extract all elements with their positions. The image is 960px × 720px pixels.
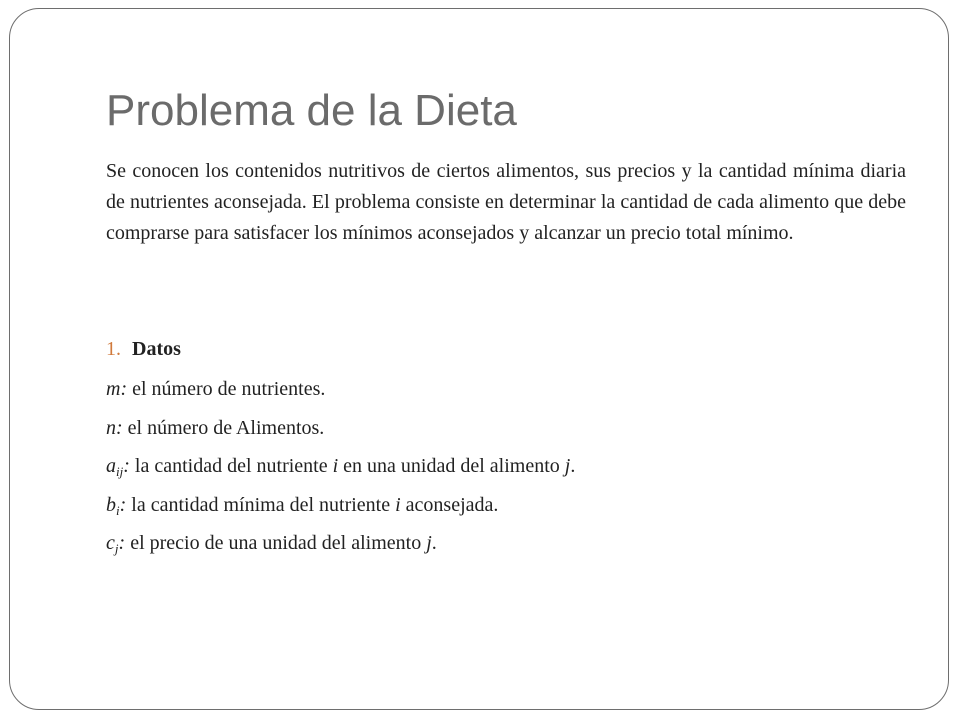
- definition-symbol: n: [106, 416, 116, 439]
- definition-symbol: b: [106, 493, 116, 516]
- definition-symbol: m: [106, 378, 121, 400]
- section-heading: [106, 334, 181, 365]
- slide-title: Problema de la Dieta: [106, 86, 517, 135]
- definition-separator: :: [116, 416, 123, 439]
- definition-separator: :: [123, 455, 130, 477]
- definition-subscript: ij: [116, 464, 124, 479]
- definition-variable: i: [332, 455, 339, 477]
- definition-text-2: en una unidad del alimento: [338, 455, 565, 477]
- definition-text: el número de Alimentos.: [122, 416, 325, 439]
- section-label: Datos: [132, 338, 181, 360]
- definition-subscript: i: [116, 502, 120, 518]
- definition-separator: :: [120, 378, 128, 400]
- definition-separator: :: [119, 493, 127, 516]
- definition-text: la cantidad mínima del nutriente: [126, 493, 396, 516]
- definition-subscript: j: [114, 541, 119, 556]
- definition-variable-2: j: [564, 455, 571, 477]
- definition-text: el precio de una unidad del alimento: [125, 532, 427, 554]
- definition-item: [106, 447, 575, 486]
- definition-text: la cantidad del nutriente: [129, 455, 333, 477]
- definition-item: [106, 370, 575, 409]
- definition-separator: :: [118, 532, 126, 554]
- definition-item: [106, 486, 575, 525]
- definition-item: [106, 524, 575, 563]
- definition-item: [106, 409, 575, 448]
- definition-variable: j: [426, 532, 432, 554]
- definition-variable: i: [395, 493, 401, 516]
- definition-text: el número de nutrientes.: [127, 378, 326, 400]
- intro-paragraph: Se conocen los contenidos nutritivos de ciertos alimentos, sus precios y la cantidad mínima diaria de nutrientes aconsejada. El problema consiste en determinar la cantidad de cada alimento que debe comprarse para satisfacer los mínimos aconsejados y alcanzar un precio total mínimo.: [106, 160, 906, 244]
- definition-text-2: .: [431, 532, 437, 554]
- section-number: 1.: [106, 338, 121, 360]
- definition-symbol: c: [106, 532, 115, 554]
- definition-end: .: [570, 455, 576, 477]
- definition-list: [106, 370, 575, 563]
- definition-symbol: a: [106, 455, 116, 477]
- definition-text-2: aconsejada.: [400, 493, 499, 516]
